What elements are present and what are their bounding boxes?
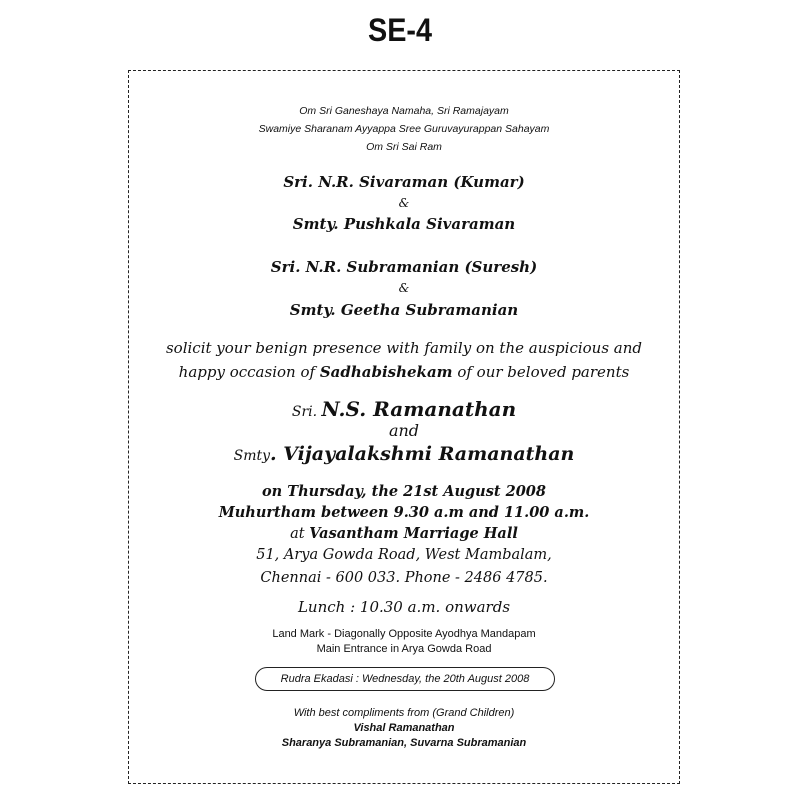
rudra-ekadasi-note: Rudra Ekadasi : Wednesday, the 20th August 2008: [255, 667, 555, 691]
compliments-name-2: Sharanya Subramanian, Suvarna Subramanian: [281, 737, 527, 749]
muhurtham-time: Muhurtham between 9.30 a.m and 11.00 a.m.: [218, 504, 590, 521]
host-2-ampersand: &: [398, 281, 410, 295]
invocation-line-1: Om Sri Ganeshaya Namaha, Sri Ramajayam: [299, 105, 509, 117]
address-line-2: Chennai - 600 033. Phone - 2486 4785.: [260, 570, 548, 586]
landmark-line-2: Main Entrance in Arya Gowda Road: [316, 643, 492, 655]
venue-line: [129, 525, 679, 542]
host-1-wife: Smty. Pushkala Sivaraman: [292, 215, 516, 233]
invite-line-2-suffix: of our beloved parents: [452, 363, 630, 381]
parent-1-prefix: Sri.: [291, 404, 322, 420]
parent-1: [129, 397, 679, 421]
invitation-card: [128, 70, 680, 784]
invocation-line-3: Om Sri Sai Ram: [366, 141, 442, 153]
invite-line-1: solicit your benign presence with family on the auspicious and: [165, 339, 643, 357]
occasion-name: Sadhabishekam: [319, 363, 453, 381]
event-date: on Thursday, the 21st August 2008: [262, 483, 546, 500]
parent-1-name: N.S. Ramanathan: [321, 397, 517, 421]
address-line-1: 51, Arya Gowda Road, West Mambalam,: [256, 547, 552, 563]
parents-and: and: [388, 421, 420, 440]
host-2-wife: Smty. Geetha Subramanian: [289, 301, 519, 319]
invite-line-2: [129, 363, 679, 381]
compliments-name-1: Vishal Ramanathan: [353, 722, 455, 734]
host-1-husband: Sri. N.R. Sivaraman (Kumar): [283, 173, 525, 191]
invocation-line-2: Swamiye Sharanam Ayyappa Sree Guruvayurappan Sahayam: [258, 123, 550, 135]
host-2-husband: Sri. N.R. Subramanian (Suresh): [270, 258, 538, 276]
lunch-time: Lunch : 10.30 a.m. onwards: [297, 598, 511, 616]
venue-prefix: at: [290, 526, 310, 542]
venue-name: Vasantham Marriage Hall: [309, 525, 518, 542]
parent-2: [129, 443, 679, 465]
landmark-line-1: Land Mark - Diagonally Opposite Ayodhya Mandapam: [272, 628, 536, 640]
invite-line-2-prefix: happy occasion of: [178, 363, 320, 381]
host-1-ampersand: &: [398, 196, 410, 210]
design-code: SE-4: [367, 12, 433, 48]
compliments-intro: With best compliments from (Grand Children): [293, 707, 515, 719]
parent-2-name: . Vijayalakshmi Ramanathan: [270, 443, 575, 465]
parent-2-prefix: Smty: [233, 448, 271, 464]
